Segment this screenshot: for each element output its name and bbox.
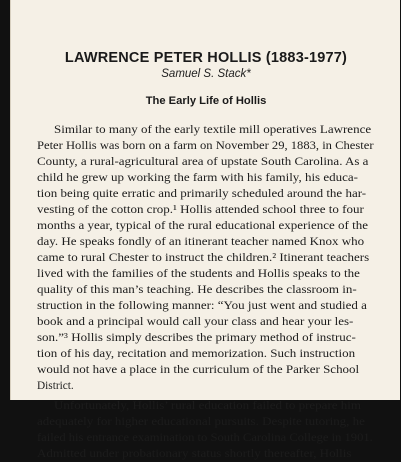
section-heading: The Early Life of Hollis	[145, 95, 267, 107]
body-line: Unfortunately, Hollis’ rural education failed to prepare him	[54, 400, 361, 412]
body-line: months a year, typical of the rural educational experience of the	[37, 220, 368, 232]
document-page	[10, 0, 400, 460]
body-line: tion being quite erratic and primarily scheduled around the har-	[37, 188, 367, 200]
body-line: failed his entrance examination to South Carolina College in 1901.	[37, 432, 373, 444]
body-line: District.	[37, 380, 74, 392]
body-line: tion of his day, recitation and memorization. Such instruction	[37, 348, 356, 360]
article-author: Samuel S. Stack*	[161, 68, 251, 80]
body-line: County, a rural-agricultural area of upstate South Carolina. As a	[37, 156, 369, 168]
body-line: struction in the following manner: “You just went and studied a	[37, 300, 367, 312]
article-title: LAWRENCE PETER HOLLIS (1883-1977)	[64, 50, 348, 66]
body-line: day. He speaks fondly of an itinerant teacher named Knox who	[37, 236, 365, 248]
body-line: Similar to many of the early textile mill operatives Lawrence	[54, 124, 372, 136]
body-line: Admitted under probationary status shortly thereafter, Hollis	[37, 448, 352, 460]
body-line: came to rural Chester to instruct the children.² Itinerant teachers	[37, 252, 370, 264]
body-line: adequately for higher educational pursuits. Despite tutoring, he	[37, 416, 365, 428]
body-line: quality of this man’s teaching. He describes the classroom in-	[37, 284, 357, 296]
body-line: son.”³ Hollis simply describes the primary method of instruc-	[37, 332, 356, 344]
body-line: Peter Hollis was born on a farm on November 29, 1883, in Chester	[37, 140, 374, 152]
body-line: child he grew up working the farm with his family, his educa-	[37, 172, 358, 184]
body-line: lived with the families of the students and Hollis speaks to the	[37, 268, 360, 280]
body-line: book and a principal would call your class and hear your les-	[37, 316, 354, 328]
body-line: vesting of the cotton crop.¹ Hollis attended school three to four	[37, 204, 364, 216]
body-line: would not have a place in the curriculum of the Parker School	[37, 364, 360, 376]
